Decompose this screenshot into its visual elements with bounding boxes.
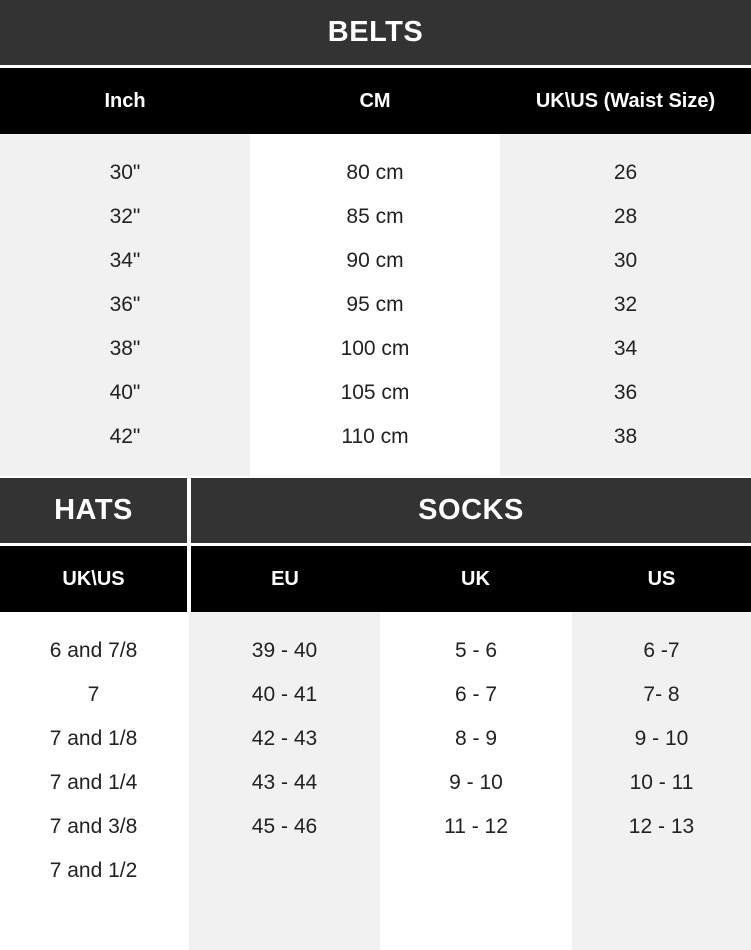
socks-column-eu <box>189 612 380 950</box>
table-cell: 5 - 6 <box>454 639 498 662</box>
belts-column-waist <box>500 134 751 476</box>
table-cell: 26 <box>613 161 638 184</box>
table-cell: 7 and 1/8 <box>49 727 138 750</box>
table-cell: 42" <box>109 425 141 448</box>
table-cell: 34" <box>109 249 141 272</box>
table-cell: 34 <box>613 337 638 360</box>
hats-title: HATS <box>0 478 187 543</box>
table-cell: 45 - 46 <box>251 815 318 838</box>
table-cell: 42 - 43 <box>251 727 318 750</box>
table-cell: 38" <box>109 337 141 360</box>
table-cell: 7 <box>87 683 100 706</box>
belts-column-inch <box>0 134 250 476</box>
table-cell: 9 - 10 <box>449 771 503 794</box>
table-cell: 80 cm <box>346 161 404 184</box>
socks-header-us: US <box>572 546 751 612</box>
table-cell: 9 - 10 <box>634 727 689 750</box>
belts-title: BELTS <box>0 0 751 65</box>
table-cell: 36 <box>613 381 638 404</box>
table-cell: 7- 8 <box>643 683 680 706</box>
table-cell: 30 <box>613 249 638 272</box>
table-cell: 43 - 44 <box>251 771 318 794</box>
table-cell: 100 cm <box>340 337 410 360</box>
table-cell: 39 - 40 <box>251 639 318 662</box>
table-cell: 32 <box>613 293 638 316</box>
table-cell: 10 - 11 <box>629 771 694 794</box>
table-cell: 11 - 12 <box>444 815 508 838</box>
table-cell: 6 - 7 <box>454 683 498 706</box>
table-cell: 40" <box>109 381 141 404</box>
table-cell: 85 cm <box>346 205 404 228</box>
socks-column-uk <box>380 612 572 950</box>
table-cell: 36" <box>109 293 141 316</box>
table-cell: 12 - 13 <box>628 815 695 838</box>
table-cell: 6 -7 <box>643 639 680 662</box>
table-cell: 30" <box>109 161 141 184</box>
belts-header-waist: UK\US (Waist Size) <box>500 68 751 134</box>
socks-column-us <box>572 612 751 950</box>
belts-column-cm <box>250 134 500 476</box>
table-cell: 95 cm <box>346 293 404 316</box>
table-cell: 7 and 3/8 <box>49 815 138 838</box>
table-cell: 32" <box>109 205 141 228</box>
table-cell: 90 cm <box>346 249 404 272</box>
hats-header: UK\US <box>0 546 187 612</box>
table-cell: 105 cm <box>340 381 410 404</box>
belts-header-inch: Inch <box>0 68 250 134</box>
table-cell: 28 <box>613 205 638 228</box>
table-cell: 8 - 9 <box>454 727 498 750</box>
table-cell: 7 and 1/2 <box>49 859 138 882</box>
socks-title: SOCKS <box>191 478 751 543</box>
table-cell: 7 and 1/4 <box>49 771 138 794</box>
socks-header-eu: EU <box>191 546 379 612</box>
belts-header-cm: CM <box>250 68 500 134</box>
table-cell: 6 and 7/8 <box>49 639 138 662</box>
socks-header-uk: UK <box>379 546 572 612</box>
table-cell: 110 cm <box>341 425 409 448</box>
table-cell: 40 - 41 <box>251 683 318 706</box>
table-cell: 38 <box>613 425 638 448</box>
hats-column <box>0 612 187 950</box>
